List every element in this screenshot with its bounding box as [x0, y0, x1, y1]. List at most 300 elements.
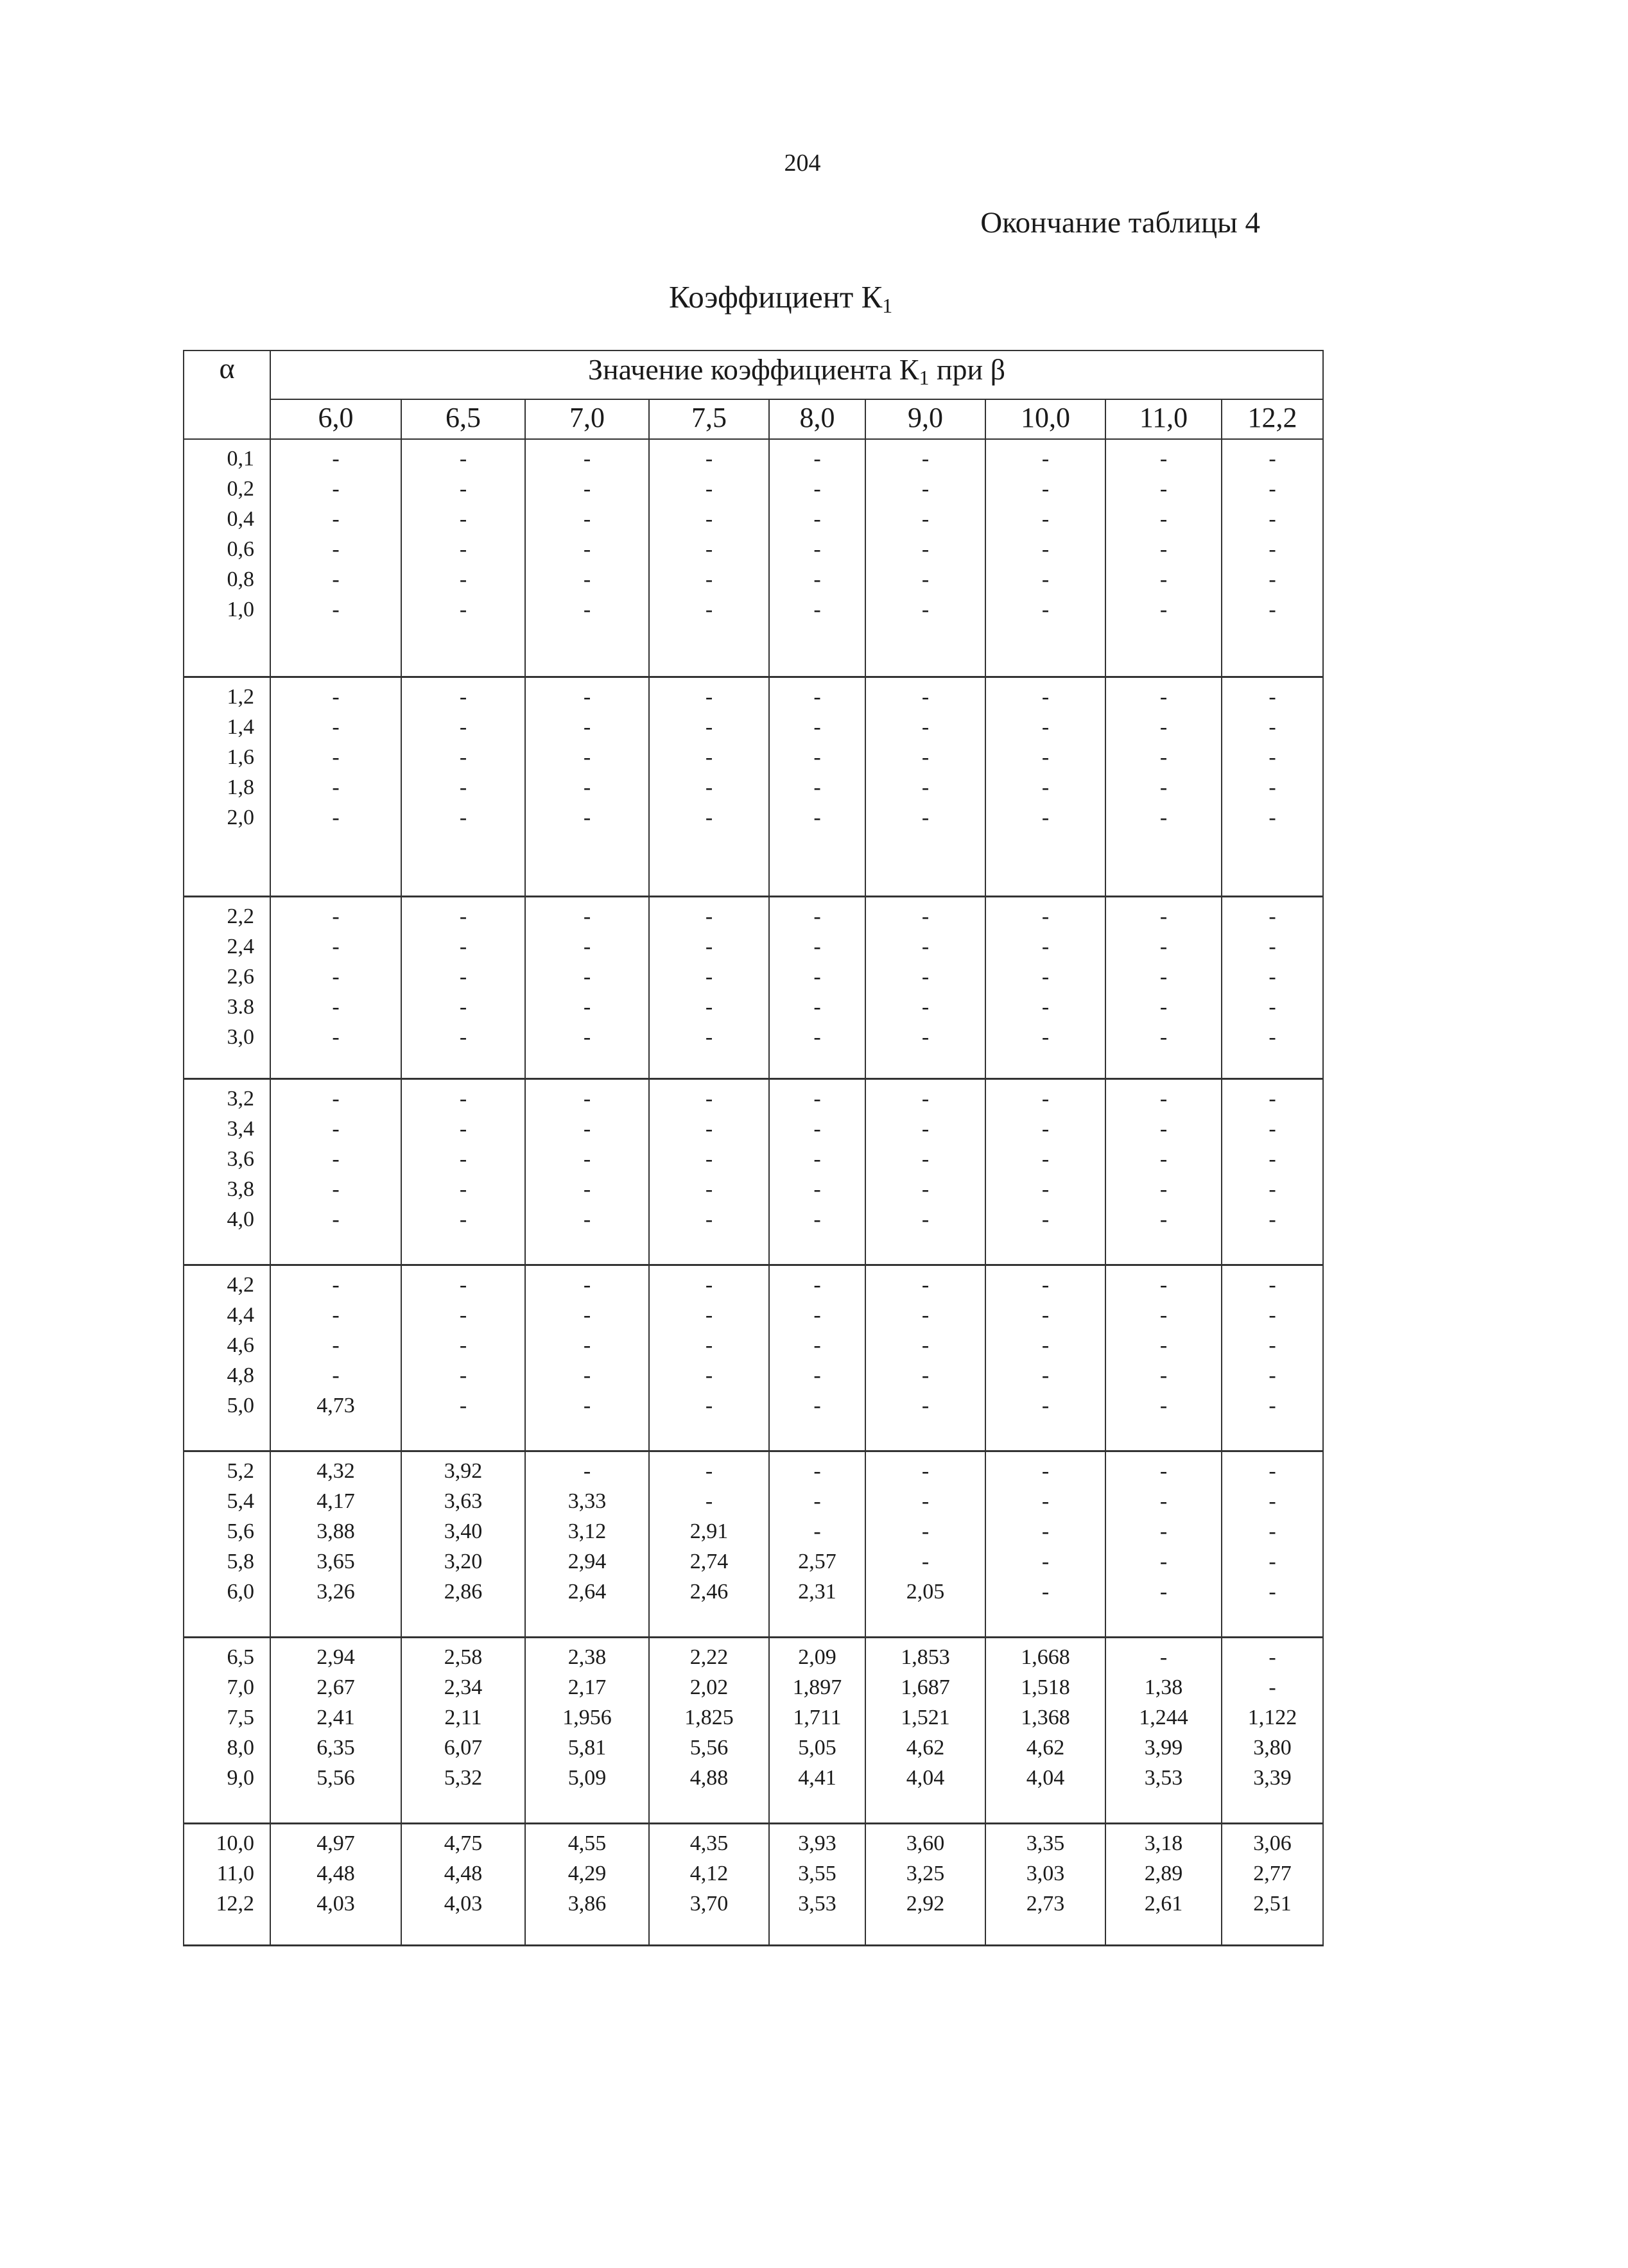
coefficient-value: - — [1041, 1116, 1050, 1141]
alpha-value: 4,8 — [227, 1363, 254, 1387]
alpha-value: 2,4 — [227, 934, 254, 958]
coefficient-value: 2,02 — [689, 1675, 729, 1699]
coefficient-value: - — [1041, 1303, 1050, 1327]
coefficient-value: 4,62 — [906, 1735, 945, 1760]
coefficient-value: 5,32 — [444, 1765, 483, 1790]
coefficient-value: - — [813, 1116, 821, 1141]
alpha-values-cell — [184, 677, 270, 896]
coefficient-value: - — [1269, 904, 1276, 928]
coefficient-value: - — [921, 477, 930, 501]
coefficient-value: - — [921, 1272, 930, 1297]
coefficient-value: - — [583, 1303, 591, 1327]
coefficient-value: - — [1269, 1272, 1276, 1297]
coefficient-value: - — [1159, 904, 1168, 928]
alpha-value: 12,2 — [216, 1891, 254, 1916]
coefficient-values-cell — [769, 1823, 865, 1945]
coefficient-value: - — [1269, 1393, 1276, 1417]
coefficient-value: - — [813, 447, 821, 471]
coefficient-value: - — [921, 507, 930, 531]
coefficient-value: - — [921, 598, 930, 621]
coefficient-value: - — [1041, 805, 1050, 829]
coefficient-value: 3,86 — [567, 1891, 607, 1916]
coefficient-value: - — [1159, 994, 1168, 1019]
coefficient-value: - — [813, 1363, 821, 1387]
coefficient-value: - — [583, 1177, 591, 1201]
group-header-prefix: Значение коэффициента К — [587, 353, 919, 386]
coefficient-value: - — [1159, 507, 1168, 531]
coefficient-value: 3,92 — [444, 1459, 483, 1483]
coefficient-value: 5,56 — [316, 1765, 355, 1790]
coefficient-value: - — [459, 994, 467, 1019]
coefficient-value: 3,35 — [1026, 1831, 1065, 1855]
coefficient-value: - — [583, 745, 591, 769]
coefficient-value: - — [705, 447, 713, 471]
coefficient-value: - — [1159, 1303, 1168, 1327]
coefficient-value: - — [813, 1519, 821, 1543]
coefficient-value: - — [332, 1272, 340, 1297]
coefficient-value: - — [1159, 1177, 1168, 1201]
coefficient-value: - — [921, 1363, 930, 1387]
coefficient-value: - — [459, 1147, 467, 1171]
page-number: 204 — [784, 150, 821, 177]
coefficient-value: 2,57 — [798, 1549, 836, 1573]
coefficient-value: 3,25 — [906, 1861, 945, 1885]
coefficient-value: 4,32 — [316, 1459, 355, 1483]
coefficient-value: - — [921, 684, 930, 709]
coefficient-table — [183, 350, 1324, 1946]
coefficient-value: - — [459, 1025, 467, 1049]
coefficient-value: - — [583, 598, 591, 621]
coefficient-values-cell — [769, 677, 865, 896]
coefficient-value: - — [705, 1147, 713, 1171]
coefficient-value: - — [332, 1025, 340, 1049]
alpha-value: 1,2 — [227, 684, 254, 709]
coefficient-value: - — [705, 1272, 713, 1297]
coefficient-value: - — [1041, 994, 1050, 1019]
coefficient-value: 4,17 — [316, 1489, 355, 1513]
table-row-group — [184, 677, 1323, 896]
coefficient-value: - — [459, 1086, 467, 1111]
coefficient-value: 2,61 — [1144, 1891, 1183, 1916]
coefficient-value: - — [921, 1116, 930, 1141]
coefficient-value: - — [921, 1086, 930, 1111]
coefficient-value: - — [332, 964, 340, 989]
alpha-value: 5,0 — [227, 1393, 254, 1417]
coefficient-value: 4,35 — [689, 1831, 729, 1855]
coefficient-value: 2,89 — [1144, 1861, 1183, 1885]
coefficient-value: - — [1159, 964, 1168, 989]
coefficient-value: - — [813, 775, 821, 799]
coefficient-value: - — [1041, 964, 1050, 989]
alpha-value: 3,2 — [227, 1086, 254, 1111]
coefficient-values-cell — [1222, 1265, 1323, 1451]
coefficient-value: - — [921, 537, 930, 561]
coefficient-value: - — [332, 1363, 340, 1387]
coefficient-value: 3,33 — [567, 1489, 607, 1513]
beta-header-cell: 11,0 — [1105, 399, 1222, 439]
coefficient-value: - — [813, 1393, 821, 1417]
coefficient-value: - — [921, 994, 930, 1019]
alpha-value: 0,6 — [227, 537, 254, 561]
coefficient-values-cell — [525, 1823, 649, 1945]
alpha-value: 4,2 — [227, 1272, 254, 1297]
coefficient-value: - — [705, 1207, 713, 1231]
coefficient-value: - — [1269, 1519, 1276, 1543]
coefficient-value: - — [332, 684, 340, 709]
coefficient-value: - — [459, 775, 467, 799]
coefficient-value: - — [921, 1459, 930, 1483]
coefficient-values-cell — [270, 677, 401, 896]
coefficient-value: 3,39 — [1253, 1765, 1292, 1790]
coefficient-values-cell — [525, 677, 649, 896]
coefficient-value: - — [1269, 1177, 1276, 1201]
coefficient-value: 3,53 — [798, 1891, 836, 1916]
coefficient-value: 3,88 — [316, 1519, 355, 1543]
coefficient-value: - — [921, 1333, 930, 1357]
coefficient-value: 3,40 — [444, 1519, 483, 1543]
table-row-group — [184, 1451, 1323, 1637]
alpha-value: 3,0 — [227, 1025, 254, 1049]
coefficient-value: - — [1269, 745, 1276, 769]
coefficient-value: - — [1041, 1177, 1050, 1201]
coefficient-value: - — [1159, 1086, 1168, 1111]
coefficient-value: - — [813, 567, 821, 591]
coefficient-values-cell — [1105, 677, 1222, 896]
coefficient-values-cell — [270, 439, 401, 677]
coefficient-value: - — [921, 1207, 930, 1231]
coefficient-value: - — [813, 714, 821, 739]
coefficient-values-cell — [270, 1637, 401, 1823]
coefficient-value: - — [459, 598, 467, 621]
coefficient-value: - — [1159, 1645, 1168, 1669]
coefficient-value: - — [1041, 714, 1050, 739]
coefficient-value: 1,853 — [901, 1645, 950, 1669]
coefficient-value: 1,368 — [1021, 1705, 1070, 1729]
coefficient-value: - — [1041, 477, 1050, 501]
coefficient-value: - — [1041, 684, 1050, 709]
coefficient-values-cell — [401, 677, 525, 896]
alpha-value: 3,4 — [227, 1116, 254, 1141]
coefficient-value: 1,668 — [1021, 1645, 1070, 1669]
coefficient-values-cell — [985, 439, 1105, 677]
coefficient-value: - — [583, 684, 591, 709]
coefficient-value: - — [1269, 775, 1276, 799]
coefficient-values-cell — [1222, 1451, 1323, 1637]
coefficient-value: - — [583, 994, 591, 1019]
coefficient-value: - — [1269, 1489, 1276, 1513]
coefficient-value: - — [583, 964, 591, 989]
alpha-value: 11,0 — [216, 1861, 254, 1885]
coefficient-value: - — [813, 934, 821, 958]
coefficient-values-cell — [1105, 439, 1222, 677]
coefficient-values-cell — [865, 1823, 985, 1945]
coefficient-values-cell — [649, 677, 769, 896]
coefficient-values-cell — [401, 1823, 525, 1945]
coefficient-value: 1,956 — [562, 1705, 612, 1729]
coefficient-value: 3,93 — [798, 1831, 836, 1855]
coefficient-value: 2,86 — [444, 1579, 483, 1604]
coefficient-value: - — [459, 805, 467, 829]
beta-header-cell: 10,0 — [985, 399, 1105, 439]
coefficient-value: 3,18 — [1144, 1831, 1183, 1855]
alpha-value: 0,1 — [227, 447, 254, 471]
coefficient-values-cell — [1222, 1823, 1323, 1945]
coefficient-value: 4,55 — [567, 1831, 607, 1855]
coefficient-value: - — [332, 1086, 340, 1111]
coefficient-values-cell — [1105, 1265, 1222, 1451]
coefficient-value: - — [1159, 1333, 1168, 1357]
coefficient-value: - — [583, 1459, 591, 1483]
coefficient-value: 2,94 — [567, 1549, 607, 1573]
coefficient-value: - — [459, 714, 467, 739]
coefficient-value: - — [705, 537, 713, 561]
coefficient-value: - — [813, 1025, 821, 1049]
table-row-group — [184, 1823, 1323, 1945]
coefficient-value: - — [459, 1393, 467, 1417]
coefficient-value: - — [583, 537, 591, 561]
coefficient-value: - — [1159, 1147, 1168, 1171]
coefficient-value: - — [583, 1025, 591, 1049]
coefficient-value: - — [459, 507, 467, 531]
coefficient-value: - — [1159, 1025, 1168, 1049]
coefficient-value: 4,29 — [567, 1861, 607, 1885]
coefficient-value: - — [1159, 1459, 1168, 1483]
coefficient-value: - — [1159, 745, 1168, 769]
coefficient-value: 1,244 — [1139, 1705, 1188, 1729]
beta-header-cell: 12,2 — [1222, 399, 1323, 439]
coefficient-value: - — [332, 507, 340, 531]
coefficient-value: - — [332, 1147, 340, 1171]
coefficient-value: - — [813, 598, 821, 621]
coefficient-values-cell — [769, 439, 865, 677]
coefficient-values-cell — [1222, 677, 1323, 896]
coefficient-value: 4,62 — [1026, 1735, 1065, 1760]
coefficient-value: - — [332, 745, 340, 769]
coefficient-value: 2,64 — [567, 1579, 607, 1604]
coefficient-values-cell — [769, 1451, 865, 1637]
coefficient-value: - — [705, 994, 713, 1019]
coefficient-value: - — [583, 567, 591, 591]
coefficient-value: 3,55 — [798, 1861, 836, 1885]
coefficient-values-cell — [649, 1078, 769, 1265]
coefficient-value: - — [459, 1363, 467, 1387]
coefficient-value: - — [1159, 1116, 1168, 1141]
coefficient-value: 4,03 — [316, 1891, 355, 1916]
coefficient-value: - — [1159, 934, 1168, 958]
coefficient-values-cell — [525, 1451, 649, 1637]
coefficient-value: 2,58 — [444, 1645, 483, 1669]
coefficient-value: - — [583, 1272, 591, 1297]
coefficient-value: - — [1041, 1333, 1050, 1357]
coefficient-value: - — [583, 775, 591, 799]
coefficient-value: - — [921, 745, 930, 769]
coefficient-value: - — [1159, 1579, 1168, 1604]
coefficient-value: 2,38 — [567, 1645, 607, 1669]
coefficient-value: - — [705, 477, 713, 501]
group-header-suffix: при β — [929, 353, 1006, 386]
coefficient-value: - — [921, 1549, 930, 1573]
coefficient-values-cell — [525, 439, 649, 677]
coefficient-value: 5,05 — [798, 1735, 836, 1760]
coefficient-value: - — [583, 1363, 591, 1387]
coefficient-value: - — [1041, 537, 1050, 561]
alpha-values-cell — [184, 1078, 270, 1265]
coefficient-value: - — [583, 805, 591, 829]
alpha-value: 5,2 — [227, 1459, 254, 1483]
coefficient-value: - — [459, 964, 467, 989]
coefficient-value: - — [332, 994, 340, 1019]
coefficient-value: 3,20 — [444, 1549, 483, 1573]
coefficient-value: - — [583, 934, 591, 958]
coefficient-value: - — [1041, 567, 1050, 591]
coefficient-value: - — [1269, 684, 1276, 709]
coefficient-value: - — [332, 537, 340, 561]
coefficient-value: - — [921, 1489, 930, 1513]
alpha-value: 8,0 — [227, 1735, 254, 1760]
coefficient-value: - — [813, 1177, 821, 1201]
coefficient-value: - — [921, 447, 930, 471]
coefficient-value: - — [813, 1489, 821, 1513]
coefficient-values-cell — [769, 1265, 865, 1451]
coefficient-value: - — [1041, 745, 1050, 769]
coefficient-value: - — [1269, 567, 1276, 591]
coefficient-value: - — [705, 775, 713, 799]
coefficient-value: - — [705, 598, 713, 621]
coefficient-value: - — [459, 537, 467, 561]
alpha-value: 5,4 — [227, 1489, 254, 1513]
coefficient-values-cell — [525, 1265, 649, 1451]
coefficient-value: - — [583, 1116, 591, 1141]
coefficient-value: - — [705, 1363, 713, 1387]
coefficient-value: 4,04 — [906, 1765, 945, 1790]
coefficient-value: 1,687 — [901, 1675, 950, 1699]
coefficient-value: 5,56 — [689, 1735, 729, 1760]
coefficient-value: - — [1159, 714, 1168, 739]
coefficient-values-cell — [401, 1265, 525, 1451]
coefficient-values-cell — [270, 1823, 401, 1945]
coefficient-value: - — [332, 904, 340, 928]
coefficient-value: - — [583, 447, 591, 471]
coefficient-value: - — [813, 684, 821, 709]
coefficient-value: - — [1041, 1549, 1050, 1573]
coefficient-value: 4,73 — [316, 1393, 355, 1417]
coefficient-values-cell — [865, 1451, 985, 1637]
coefficient-value: - — [1269, 1459, 1276, 1483]
coefficient-values-cell — [865, 1078, 985, 1265]
coefficient-value: - — [583, 904, 591, 928]
alpha-value: 0,4 — [227, 507, 254, 531]
coefficient-value: - — [1159, 1393, 1168, 1417]
coefficient-value: - — [1041, 507, 1050, 531]
coefficient-value: - — [1041, 1393, 1050, 1417]
coefficient-values-cell — [865, 1637, 985, 1823]
coefficient-value: - — [332, 934, 340, 958]
table-row-group — [184, 896, 1323, 1078]
coefficient-value: 3,63 — [444, 1489, 483, 1513]
table-title-subscript: 1 — [882, 294, 893, 317]
coefficient-value: 2,46 — [689, 1579, 729, 1604]
coefficient-value: - — [705, 1086, 713, 1111]
coefficient-values-cell — [1105, 1823, 1222, 1945]
coefficient-value: - — [1269, 1025, 1276, 1049]
coefficient-value: 5,09 — [567, 1765, 607, 1790]
coefficient-value: - — [1041, 775, 1050, 799]
coefficient-values-cell — [769, 1078, 865, 1265]
coefficient-values-cell — [270, 896, 401, 1078]
alpha-value: 3.8 — [227, 994, 254, 1019]
coefficient-value: 4,48 — [444, 1861, 483, 1885]
coefficient-value: - — [705, 1489, 713, 1513]
alpha-value: 7,0 — [227, 1675, 254, 1699]
coefficient-values-cell — [1105, 896, 1222, 1078]
coefficient-value: - — [813, 1147, 821, 1171]
coefficient-value: - — [921, 775, 930, 799]
coefficient-value: 2,17 — [567, 1675, 607, 1699]
coefficient-value: - — [1269, 1147, 1276, 1171]
coefficient-value: - — [459, 934, 467, 958]
coefficient-value: - — [705, 1303, 713, 1327]
coefficient-value: - — [459, 1177, 467, 1201]
beta-header-cell: 6,5 — [401, 399, 525, 439]
coefficient-value: - — [705, 507, 713, 531]
coefficient-value: - — [1159, 447, 1168, 471]
coefficient-value: 3,70 — [689, 1891, 729, 1916]
coefficient-value: - — [332, 1207, 340, 1231]
coefficient-value: - — [332, 714, 340, 739]
coefficient-values-cell — [1105, 1078, 1222, 1265]
coefficient-value: - — [1159, 1489, 1168, 1513]
coefficient-values-cell — [865, 439, 985, 677]
alpha-column-header: α — [184, 351, 270, 439]
coefficient-value: - — [459, 904, 467, 928]
coefficient-values-cell — [769, 896, 865, 1078]
coefficient-value: 1,122 — [1247, 1705, 1297, 1729]
coefficient-value: - — [921, 805, 930, 829]
coefficient-value: - — [1041, 1519, 1050, 1543]
alpha-value: 4,0 — [227, 1207, 254, 1231]
coefficient-value: 2,74 — [689, 1549, 729, 1573]
coefficient-value: - — [813, 477, 821, 501]
table-title-text: Коэффициент К — [669, 279, 883, 315]
coefficient-value: - — [459, 684, 467, 709]
coefficient-value: - — [921, 904, 930, 928]
coefficient-value: - — [1041, 447, 1050, 471]
coefficient-value: - — [921, 1177, 930, 1201]
coefficient-value: - — [921, 964, 930, 989]
coefficient-value: 6,07 — [444, 1735, 483, 1760]
coefficient-value: - — [459, 477, 467, 501]
coefficient-value: - — [813, 1207, 821, 1231]
alpha-value: 4,4 — [227, 1303, 254, 1327]
alpha-values-cell — [184, 1637, 270, 1823]
coefficient-value: - — [921, 1025, 930, 1049]
alpha-value: 4,6 — [227, 1333, 254, 1357]
coefficient-values-cell — [1105, 1637, 1222, 1823]
table-row-group — [184, 1265, 1323, 1451]
coefficient-value: - — [1269, 598, 1276, 621]
coefficient-values-cell — [649, 1637, 769, 1823]
coefficient-value: - — [705, 934, 713, 958]
coefficient-value: - — [705, 964, 713, 989]
coefficient-values-cell — [401, 896, 525, 1078]
coefficient-value: - — [1041, 1272, 1050, 1297]
coefficient-value: 3,65 — [316, 1549, 355, 1573]
coefficient-value: - — [1269, 1207, 1276, 1231]
coefficient-values-cell — [401, 1078, 525, 1265]
coefficient-value: - — [921, 1393, 930, 1417]
alpha-value: 2,2 — [227, 904, 254, 928]
coefficient-value: 1,897 — [792, 1675, 842, 1699]
